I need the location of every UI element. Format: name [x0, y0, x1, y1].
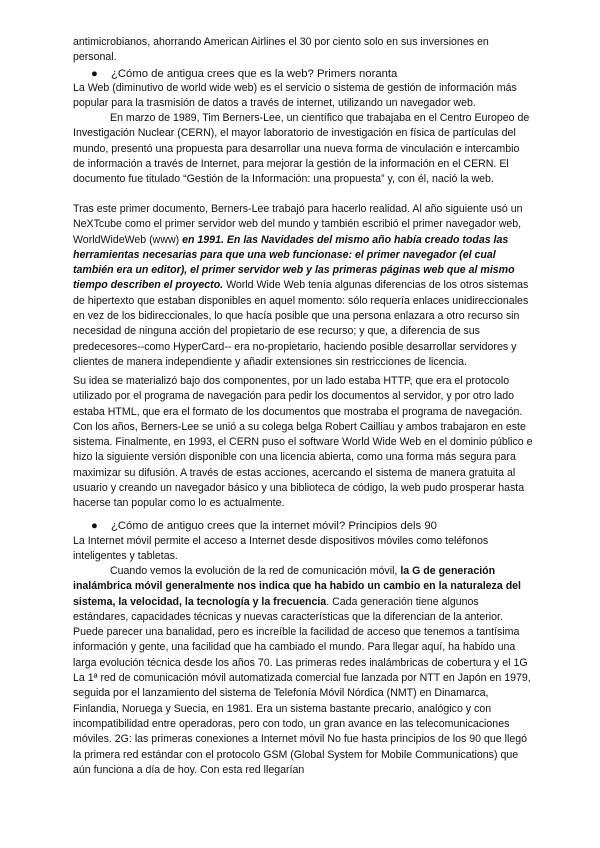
first-server-text-a: Tras este primer documento, Berners-Lee trabajó para hacerlo realidad. Al año siguiente usó un NeXTcube como el primer servidor web del mundo y también escribió el primer navegador web, WorldWideWeb (www) [73, 203, 523, 246]
paragraph-intro-tail: antimicrobianos, ahorrando American Airlines el 30 por ciento solo en sus inversiones en personal. [73, 36, 489, 64]
mobile-evolution-text-c: . Cada generación tiene algunos estándares, capacidades técnicas y nuevas características que la diferencian de la anterior. Puede parecer una banalidad, pero es increíble la facilidad de acceso que tenemos a tantísima información y gente, una facilidad que ha cambiado el mundo. Para llegar aquí, ha habido una larga evolución técnica desde los años 70. Las primeras redes inalámbricas de cobertura y el 1G La 1ª red de comunicación móvil automatizada comercial fue lanzada por NTT en Japón en 1979, seguida por el lanzamiento del sistema de Telefonía Móvil Nórdica (NMT) en Dinamarca, Finlandia, Noruega y Suecia, en 1981. Era un sistema bastante precario, analógico y con incompatibilidad entre operadoras, pero con todo, un gran avance en las telecomunicaciones móviles. 2G: las primeras conexiones a Internet móvil No fue hasta principios de los 90 que llegó la primera red estándar con el protocolo GSM (Global System for Mobile Communications) que aún funciona a día de hoy. Con esta red llegarían [73, 595, 531, 776]
bullet-web-question-text: ¿Cómo de antigua crees que es la web? Primers noranta [111, 68, 398, 80]
bullet-mobile-question [91, 519, 437, 534]
first-server-emphasis: en 1991. En las Navidades del mismo año había creado todas las herramientas necesarias para que una web funcionase: el primer navegador (el cual también era un editor), el primer servidor web y las primeras páginas web que al mismo tiempo describen el proyecto. [73, 233, 515, 292]
bullet-dot-icon: ● [91, 520, 98, 532]
paragraph-web-history: En marzo de 1989, Tim Berners-Lee, un científico que trabajaba en el Centro Europeo de Investigación Nuclear (CERN), el mayor laboratorio de investigación en física de partículas del mundo, presentó una propuesta para desarrollar una nueva forma de vinculación e intercambio de información a través de Internet, para mejorar la gestión de la información en el CERN. El documento fue titulado “Gestión de la Información: una propuesta” y, con él, nació la web. [73, 112, 530, 186]
mobile-evolution-emphasis: la G de generación inalámbrica móvil generalmente nos indica que ha habido un cambio en la naturaleza del sistema, la velocidad, la tecnología y la frecuencia [73, 565, 521, 608]
bullet-web-question [91, 67, 397, 82]
paragraph-http-html: Su idea se materializó bajo dos componentes, por un lado estaba HTTP, que era el protocolo utilizado por el programa de navegación para pedir los documentos al servidor, y por otro lado estaba HTML, que era el formato de los documentos que mostraba el programa de navegación. Con los años, Berners-Lee se unió a su colega belga Robert Cailliau y ambos trabajaron en este sistema. Finalmente, en 1993, el CERN puso el software World Wide Web en el dominio público e hizo la siguiente versión disponible con una licencia abierta, como una forma más segura para maximizar su difusión. A través de estas acciones, acercando el sistema de manera gratuita al usuario y creando un navegador básico y una biblioteca de código, la web pudo prosperar hasta hacerse tan popular como lo es actualmente. [73, 375, 533, 510]
first-server-text-c: World Wide Web tenía algunas diferencias de los otros sistemas de hipertexto que estaban disponibles en aquel momento: sólo requería enlaces unidireccionales en vez de los bidireccionales, lo que hacía posible que una persona enlazara a otro recurso sin necesidad de ninguna acción del propietario de ese recurso; y que, a diferencia de sus predecesores--como HyperCard-- era no-propietario, haciendo posible desarrollar servidores y clientes de manera independiente y añadir extensiones sin restricciones de licencia. [73, 279, 529, 368]
bullet-mobile-question-text: ¿Cómo de antiguo crees que la internet móvil? Principios dels 90 [111, 520, 437, 532]
paragraph-mobile-internet: La Internet móvil permite el acceso a Internet desde dispositivos móviles como teléfonos inteligentes y tabletas. [73, 535, 489, 563]
paragraph-web-definition: La Web (diminutivo de world wide web) es el servicio o sistema de gestión de información más popular para la trasmisión de datos a través de internet, utilizando un navegador web. [73, 82, 517, 110]
mobile-evolution-text-a: Cuando vemos la evolución de la red de comunicación móvil, [110, 565, 401, 577]
paragraph-mobile-evolution [73, 564, 533, 778]
bullet-dot-icon: ● [91, 68, 98, 80]
paragraph-first-server [73, 202, 533, 370]
